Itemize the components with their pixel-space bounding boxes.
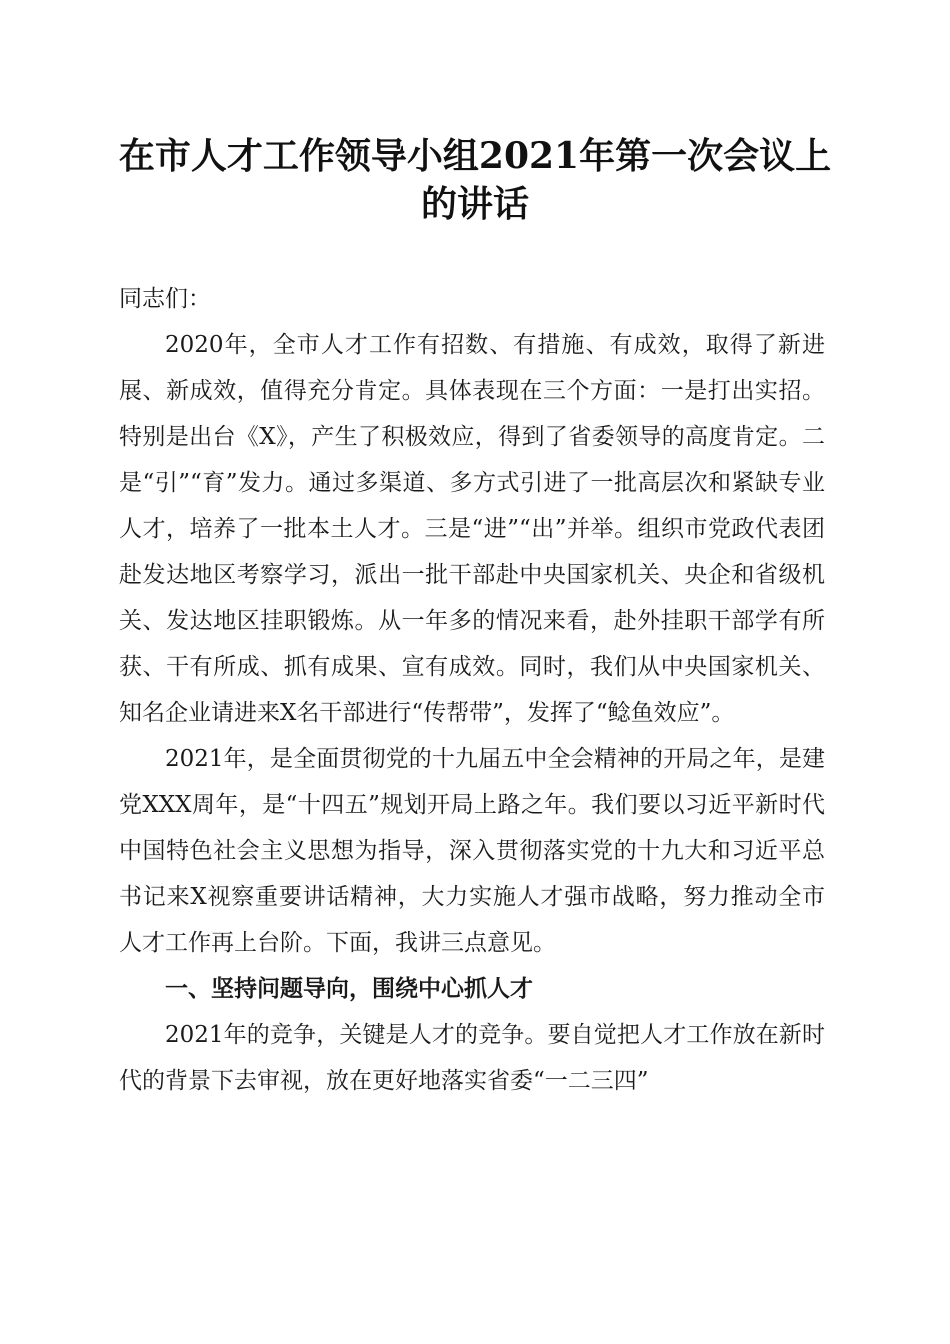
salutation: 同志们：	[119, 286, 211, 312]
section-1-paragraph: 2021年的竞争，关键是人才的竞争。要自觉把人才工作放在新时代的背景下去审视，放在更好地落实省委“一二三四”	[119, 1022, 825, 1094]
paragraph-2021: 2021年，是全面贯彻党的十九届五中全会精神的开局之年，是建党XXX周年，是“十四五”规划开局上路之年。我们要以习近平新时代中国特色社会主义思想为指导，深入贯彻落实党的十九大和习近平总书记来X视察重要讲话精神，大力实施人才强市战略，努力推动全市人才工作再上台阶。下面，我讲三点意见。	[119, 746, 825, 956]
document-title: 在市人才工作领导小组2021年第一次会议上的讲话	[118, 135, 832, 225]
section-heading-1: 一、坚持问题导向，围绕中心抓人才	[165, 976, 533, 1002]
paragraph-intro: 2020年，全市人才工作有招数、有措施、有成效，取得了新进展、新成效，值得充分肯定。具体表现在三个方面：一是打出实招。特别是出台《X》，产生了积极效应，得到了省委领导的高度肯定。二是“引”“育”发力。通过多渠道、多方式引进了一批高层次和紧缺专业人才，培养了一批本土人才。三是“进”“出”并举。组织市党政代表团赴发达地区考察学习，派出一批干部赴中央国家机关、央企和省级机关、发达地区挂职锻炼。从一年多的情况来看，赴外挂职干部学有所获、干有所成、抓有成果、宣有成效。同时，我们从中央国家机关、知名企业请进来X名干部进行“传帮带”，发挥了“鲶鱼效应”。	[119, 332, 825, 726]
document-body	[119, 276, 825, 1104]
